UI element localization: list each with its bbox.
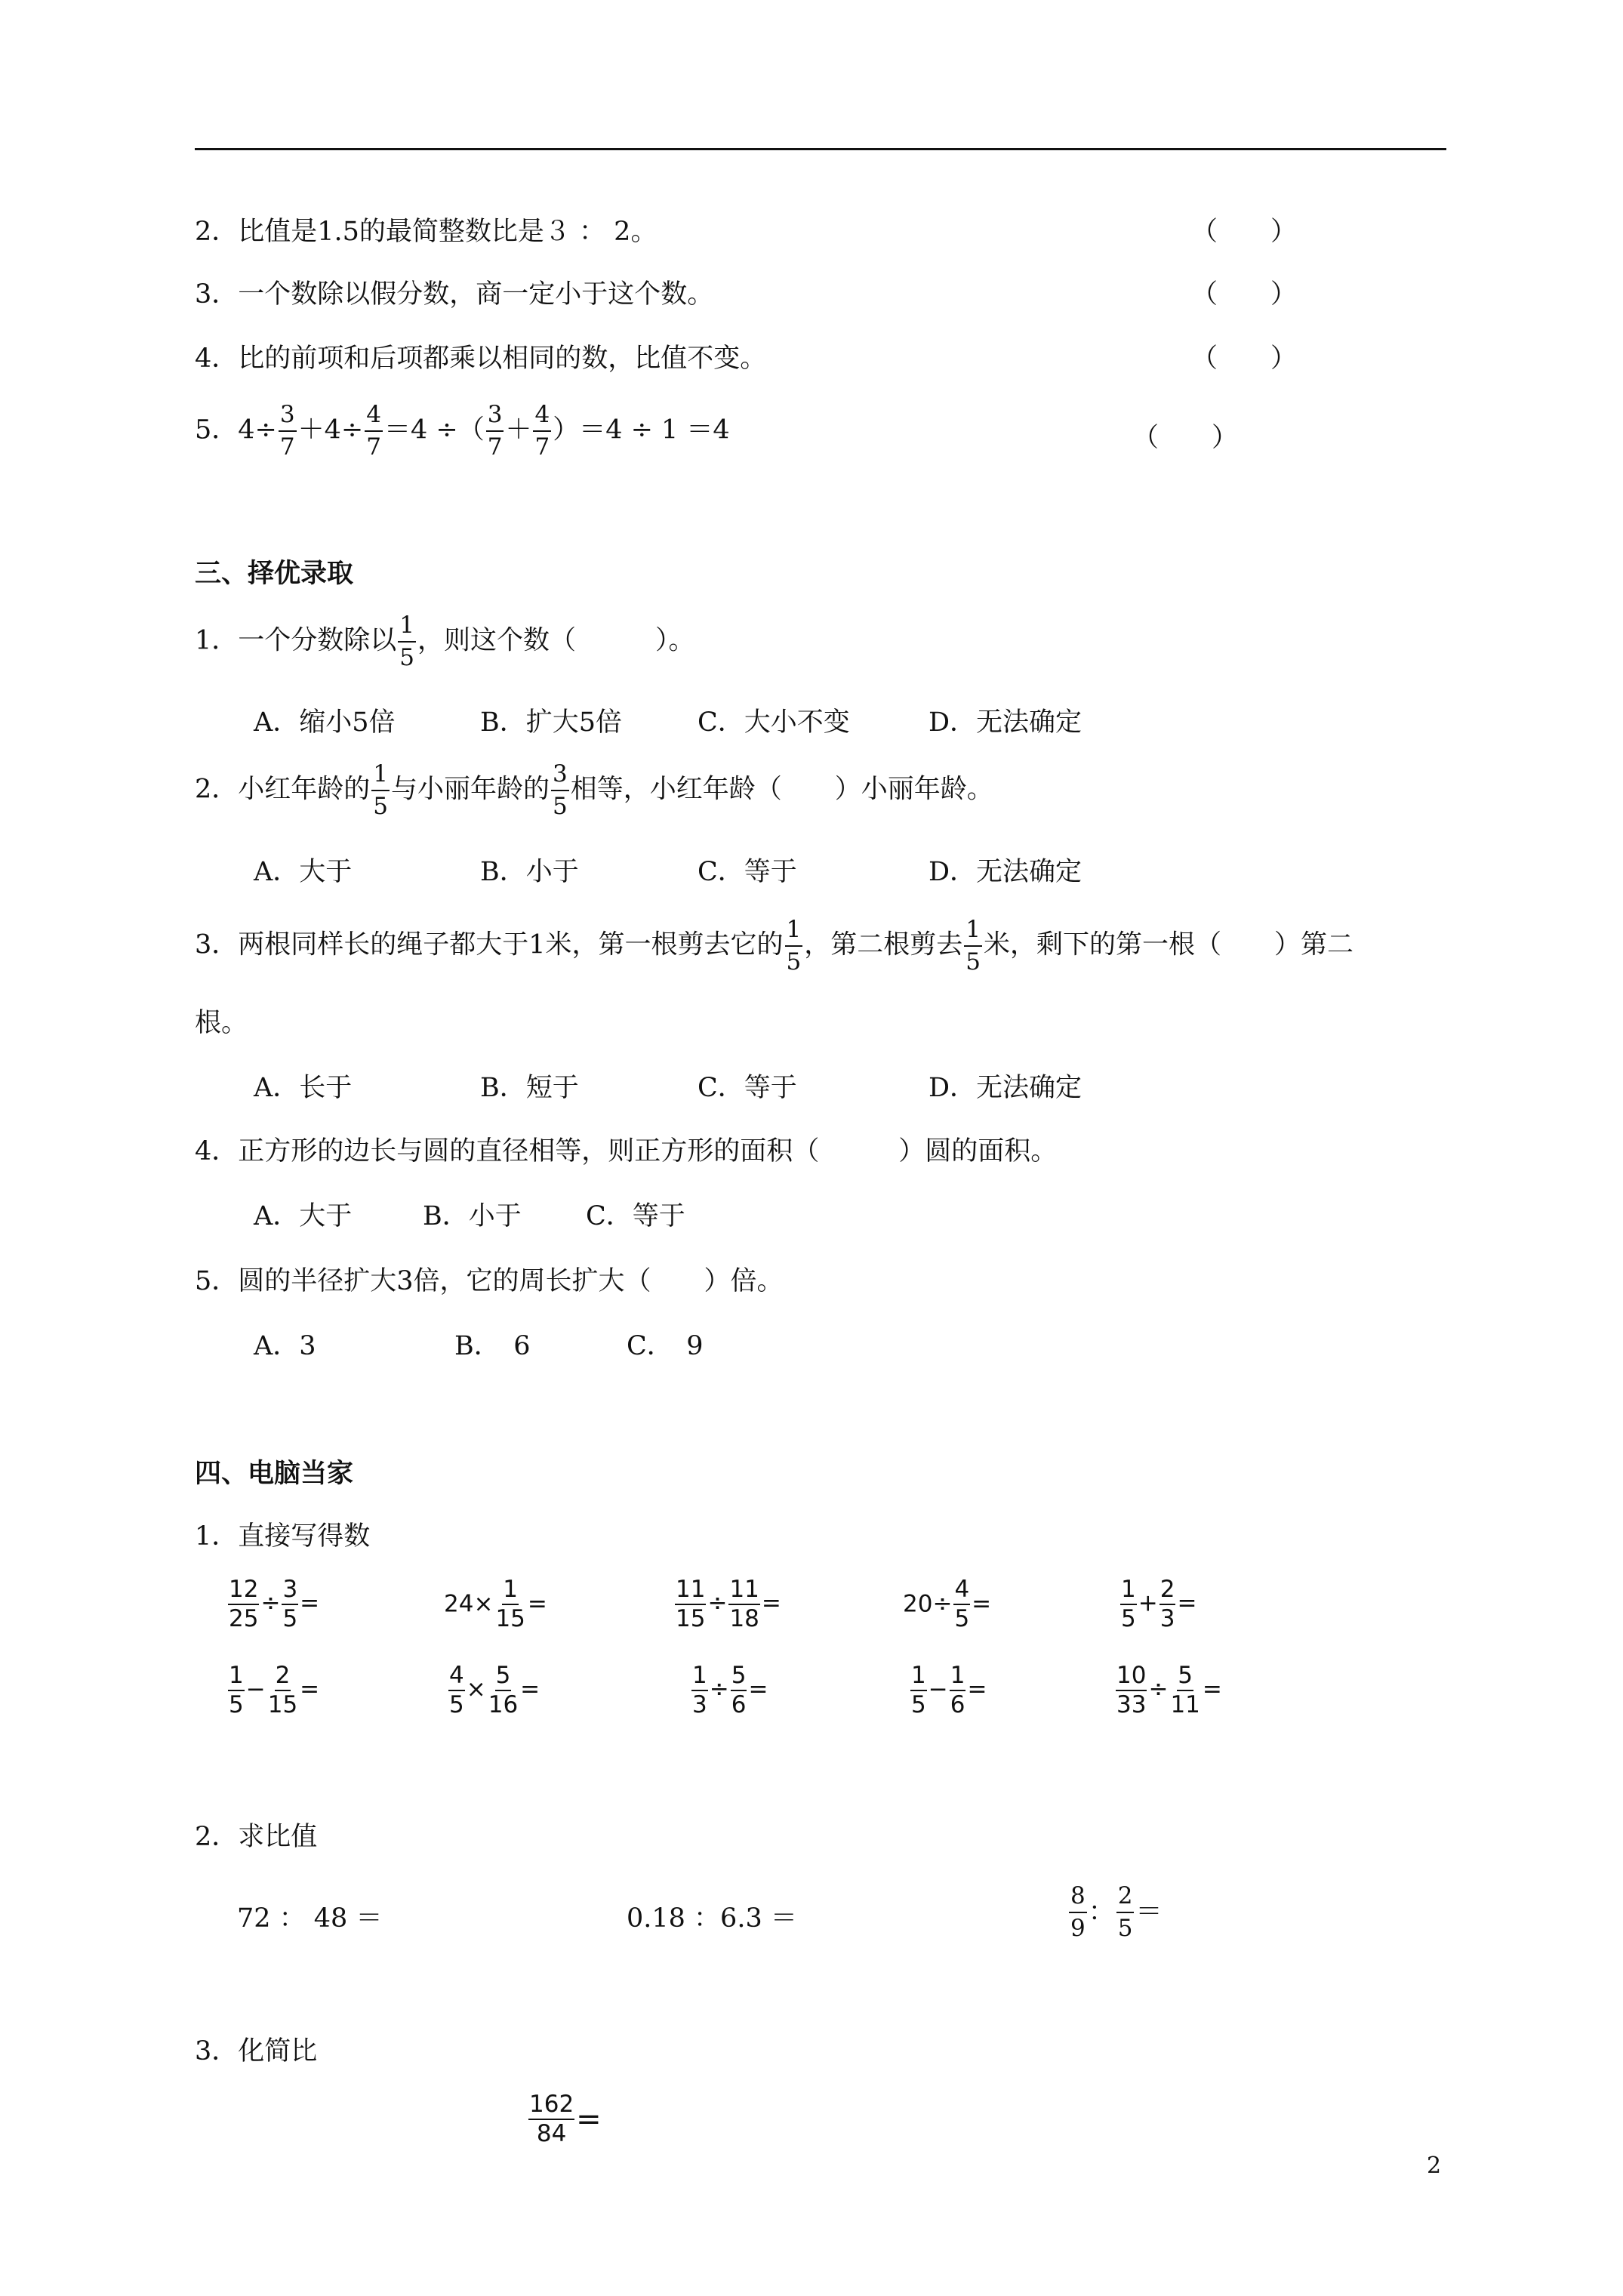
judge-item-5-paren[interactable]: （ ） bbox=[1132, 423, 1239, 453]
s3-question-3-line-2: 根。 bbox=[195, 1008, 248, 1038]
s3-q4-option-b[interactable]: B．小于 bbox=[423, 1201, 522, 1231]
calc-r2-c1: $\frac{1}{5}$ − $\frac{2}{15}$ = bbox=[229, 1662, 320, 1718]
calc-r1-c1: $\frac{12}{25}$ ÷ $\frac{3}{5}$ = bbox=[229, 1576, 320, 1632]
s4-sub-1: 1．直接写得数 bbox=[195, 1521, 371, 1552]
s3-q3-option-c[interactable]: C．等于 bbox=[698, 1073, 797, 1103]
fraction: $\frac{3}{5}$ bbox=[553, 760, 568, 820]
calc-r1-c2: 24× $\frac{1}{15}$ = bbox=[444, 1576, 547, 1632]
s4-sub-3: 3．化简比 bbox=[195, 2036, 318, 2066]
judge-item-3: 3．一个数除以假分数，商一定小于这个数。 bbox=[195, 279, 714, 310]
header-rule bbox=[195, 148, 1446, 150]
s3-q1-option-d[interactable]: D．无法确定 bbox=[929, 707, 1083, 738]
calc-r2-c4: $\frac{1}{5}$ − $\frac{1}{6}$ = bbox=[911, 1662, 987, 1718]
s3-q5-option-a[interactable]: A．3 bbox=[254, 1331, 316, 1361]
fraction: $\frac{4}{7}$ bbox=[366, 401, 381, 461]
section-3-title: 三、择优录取 bbox=[195, 558, 354, 589]
s3-question-1: 1．一个分数除以 $\frac{1}{5}$ ，则这个数（ ）。 bbox=[195, 612, 695, 671]
ratio-2: 0.18 ：6.3 ＝ bbox=[627, 1903, 797, 1934]
judge-item-2-paren[interactable]: （ ） bbox=[1191, 217, 1298, 247]
fraction: $\frac{4}{7}$ bbox=[534, 401, 550, 461]
s3-q3-option-b[interactable]: B．短于 bbox=[480, 1073, 579, 1103]
s3-q4-option-a[interactable]: A．大于 bbox=[254, 1201, 353, 1231]
s4-sub-2: 2．求比值 bbox=[195, 1822, 318, 1852]
judge-item-3-paren[interactable]: （ ） bbox=[1191, 279, 1298, 310]
calc-r2-c2: $\frac{4}{5}$ × $\frac{5}{16}$ = bbox=[449, 1662, 540, 1718]
calc-r1-c5: $\frac{1}{5}$ + $\frac{2}{3}$ = bbox=[1121, 1576, 1197, 1632]
s3-q4-option-c[interactable]: C．等于 bbox=[586, 1201, 685, 1231]
s3-question-3: 3．两根同样长的绳子都大于1米，第一根剪去它的 $\frac{1}{5}$ ，第二根剪去 $\frac{1}{5}$ 米，剩下的第一根（ ）第二 bbox=[195, 916, 1354, 975]
s3-q1-option-c[interactable]: C．大小不变 bbox=[698, 707, 850, 738]
s3-question-4: 4．正方形的边长与圆的直径相等，则正方形的面积（ ）圆的面积。 bbox=[195, 1136, 1058, 1166]
s3-q2-option-b[interactable]: B．小于 bbox=[480, 857, 579, 887]
s3-question-5: 5．圆的半径扩大3倍，它的周长扩大（ ）倍。 bbox=[195, 1266, 784, 1296]
s3-q5-option-c[interactable]: C． 9 bbox=[627, 1331, 704, 1361]
simplify-ratio: $\frac{162}{84}$ = bbox=[529, 2091, 602, 2147]
s3-q2-option-d[interactable]: D．无法确定 bbox=[929, 857, 1083, 887]
ratio-3: $\frac{8}{9}$ ： $\frac{2}{5}$ ＝ bbox=[1070, 1882, 1163, 1942]
fraction: $\frac{3}{7}$ bbox=[279, 401, 295, 461]
s3-q1-option-a[interactable]: A．缩小5倍 bbox=[254, 707, 396, 738]
s3-q3-option-d[interactable]: D．无法确定 bbox=[929, 1073, 1083, 1103]
fraction: $\frac{1}{5}$ bbox=[399, 612, 415, 671]
calc-r1-c4: 20÷ $\frac{4}{5}$ = bbox=[903, 1576, 992, 1632]
calc-r1-c3: $\frac{11}{15}$ ÷ $\frac{11}{18}$ = bbox=[676, 1576, 781, 1632]
fraction: $\frac{1}{5}$ bbox=[786, 916, 802, 975]
judge-item-5: 5．4÷ $\frac{3}{7}$ ＋4÷ $\frac{4}{7}$ ＝4 ÷（ $\frac{3}{7}$ ＋ $\frac{4}{7}$ ）＝4 ÷ 1 ＝4 bbox=[195, 401, 730, 461]
page-number: 2 bbox=[1427, 2153, 1442, 2179]
s3-question-2: 2．小红年龄的 $\frac{1}{5}$ 与小丽年龄的 $\frac{3}{5}$ 相等，小红年龄（ ）小丽年龄。 bbox=[195, 760, 993, 820]
calc-r2-c5: $\frac{10}{33}$ ÷ $\frac{5}{11}$ = bbox=[1116, 1662, 1222, 1718]
ratio-1: 72 ： 48 ＝ bbox=[237, 1903, 383, 1934]
s3-q5-option-b[interactable]: B． 6 bbox=[454, 1331, 531, 1361]
s3-q1-option-b[interactable]: B．扩大5倍 bbox=[480, 707, 622, 738]
judge-item-2: 2．比值是1.5的最简整数比是３ ： 2。 bbox=[195, 217, 658, 247]
fraction: $\frac{3}{7}$ bbox=[487, 401, 503, 461]
judge-item-4-paren[interactable]: （ ） bbox=[1191, 344, 1298, 374]
s3-q3-option-a[interactable]: A．长于 bbox=[254, 1073, 353, 1103]
judge-item-4: 4．比的前项和后项都乘以相同的数，比值不变。 bbox=[195, 344, 767, 374]
s3-q2-option-c[interactable]: C．等于 bbox=[698, 857, 797, 887]
fraction: $\frac{1}{5}$ bbox=[373, 760, 389, 820]
s3-q2-option-a[interactable]: A．大于 bbox=[254, 857, 353, 887]
calc-r2-c3: $\frac{1}{3}$ ÷ $\frac{5}{6}$ = bbox=[692, 1662, 768, 1718]
section-4-title: 四、电脑当家 bbox=[195, 1458, 354, 1489]
fraction: $\frac{1}{5}$ bbox=[965, 916, 981, 975]
